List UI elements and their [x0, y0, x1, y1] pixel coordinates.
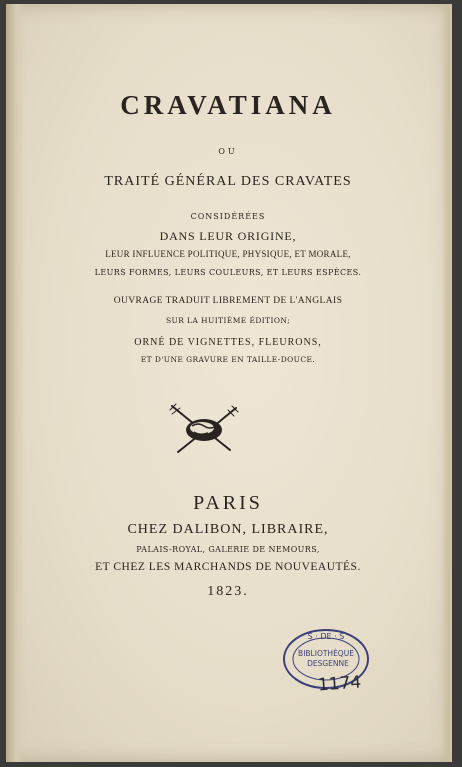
knotted-cravat-vignette-icon [168, 400, 240, 458]
imprint-year: 1823. [207, 584, 249, 599]
description-influence: LEUR INFLUENCE POLITIQUE, PHYSIQUE, ET MORALE, [105, 249, 351, 259]
stamp-top-text: S · DE · S [307, 632, 345, 641]
book-page [6, 4, 452, 762]
shelfmark: 1174 [317, 672, 362, 696]
stamp-library-name: BIBLIOTHÈQUE [298, 649, 354, 658]
imprint-address: PALAIS-ROYAL, GALERIE DE NEMOURS, [136, 545, 320, 554]
description-intro: CONSIDÉRÉES [190, 212, 266, 221]
book-subtitle: TRAITÉ GÉNÉRAL DES CRAVATES [104, 174, 352, 189]
title-conjunction: OU [218, 147, 238, 156]
stamp-library-subname: DESGENNE [307, 659, 349, 668]
description-origin: DANS LEUR ORIGINE, [159, 229, 297, 243]
edition-note: SUR LA HUITIÈME ÉDITION; [165, 316, 291, 325]
engraving-note: ET D'UNE GRAVURE EN TAILLE-DOUCE. [140, 355, 316, 364]
book-title: CRAVATIANA [120, 90, 336, 120]
description-forms: LEURS FORMES, LEURS COULEURS, ET LEURS ESPÈCES. [94, 268, 362, 277]
illustration-note: ORNÉ DE VIGNETTES, FLEURONS, [134, 337, 322, 348]
imprint-city: PARIS [193, 492, 263, 514]
imprint-publisher: CHEZ DALIBON, LIBRAIRE, [127, 522, 329, 537]
translation-note: OUVRAGE TRADUIT LIBREMENT DE L'ANGLAIS [113, 296, 343, 306]
imprint-sellers: ET CHEZ LES MARCHANDS DE NOUVEAUTÉS. [95, 561, 361, 573]
